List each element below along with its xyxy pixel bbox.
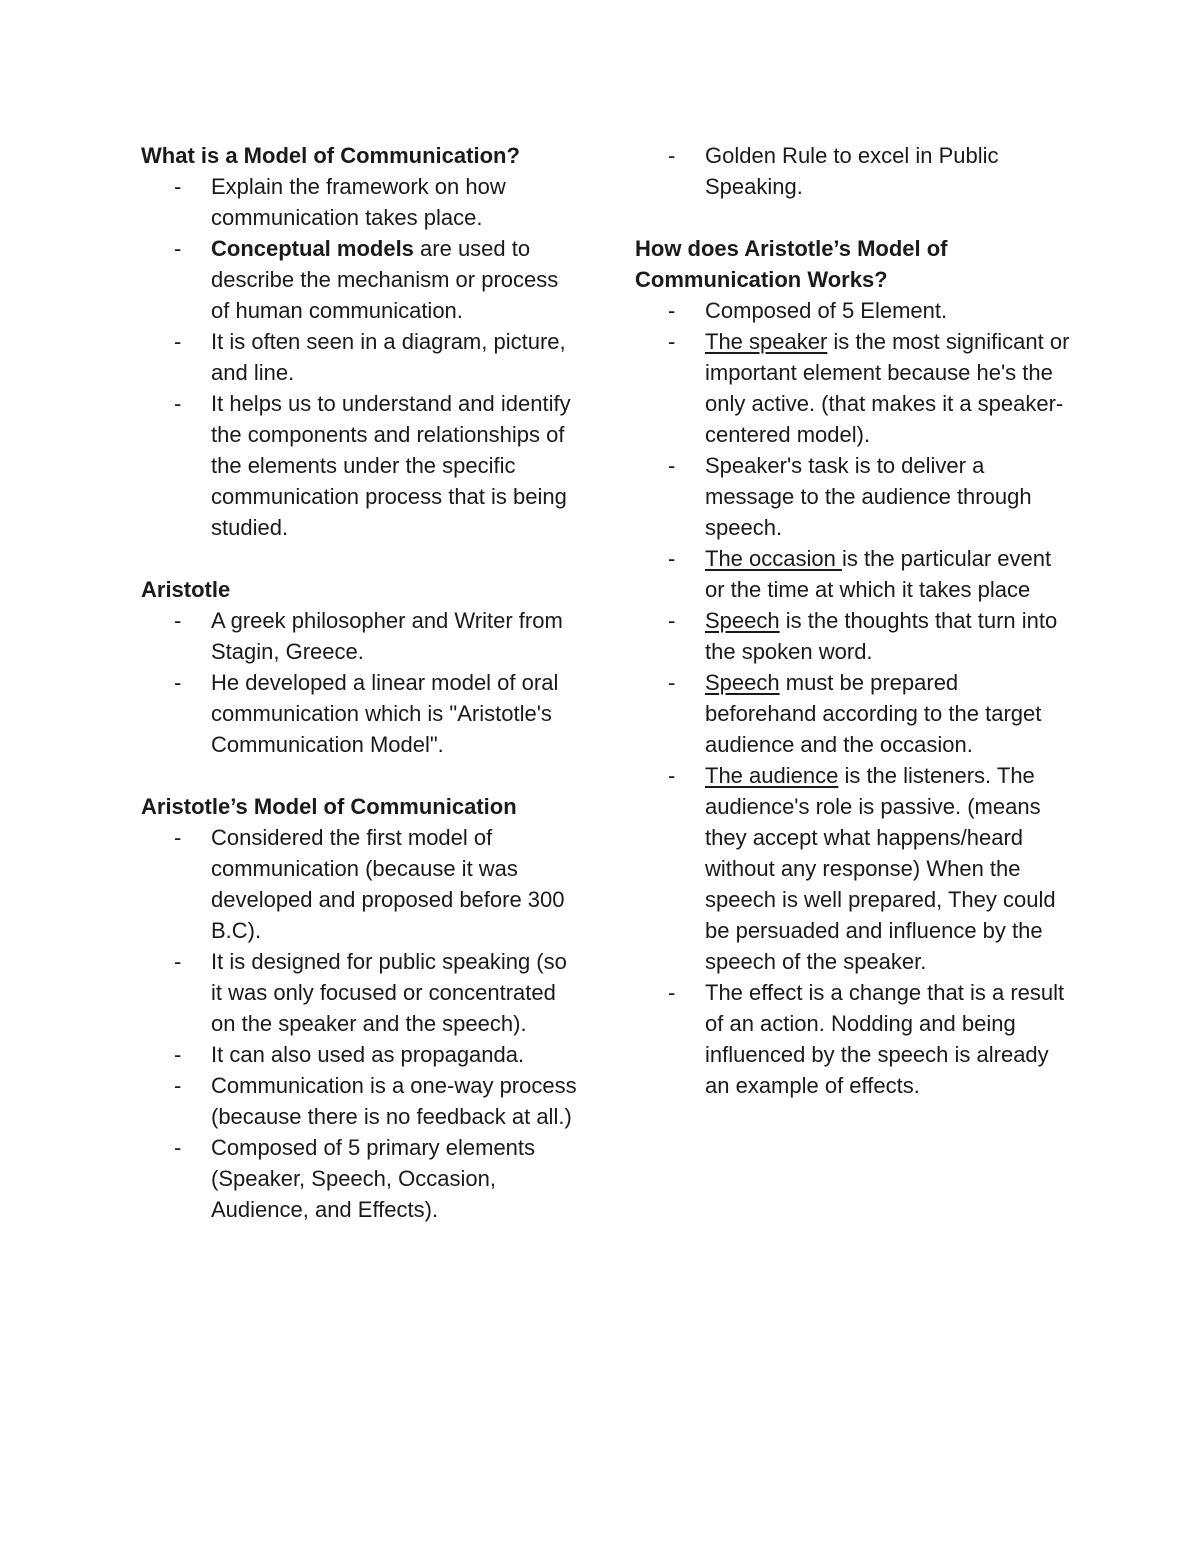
list-item-text: is the listeners. The audience's role is passive. (means they accept what happens/heard without any response) When the speech is well prepared, They could be persuaded and influence by the speech of the speaker. (705, 763, 1056, 974)
list-item-text: Speaker's task is to deliver a message to the audience through speech. (705, 453, 1032, 540)
bullet-dash: - (668, 298, 676, 323)
list-item-text: It helps us to understand and identify the components and relationships of the elements under the specific communication process that is being studied. (211, 391, 571, 540)
bullet-dash: - (668, 143, 676, 168)
list-item-text: is the particular event or the time at which it takes place (705, 546, 1052, 602)
bullet-dash: - (174, 1073, 182, 1098)
list-item-text: Explain the framework on how communication takes place. (211, 174, 506, 230)
bullet-dash: - (174, 825, 182, 850)
list-item (635, 760, 1075, 977)
list-item (635, 605, 1075, 667)
list-item-text: Composed of 5 Element. (705, 298, 948, 323)
bullet-list (141, 171, 581, 543)
bullet-dash: - (174, 949, 182, 974)
bullet-dash: - (668, 763, 676, 788)
list-item (141, 388, 581, 543)
list-item (635, 667, 1075, 760)
list-item-text: It is often seen in a diagram, picture, and line. (211, 329, 566, 385)
list-item-text: Communication is a one-way process (because there is no feedback at all.) (211, 1073, 577, 1129)
section-aristotles-model (141, 791, 581, 1225)
underlined-term: The occasion (705, 546, 842, 571)
list-item (635, 450, 1075, 543)
list-item (635, 977, 1075, 1101)
list-item-text: is the most significant or important element because he's the only active. (that makes it a speaker-centered model). (705, 329, 1070, 447)
list-item-text: A greek philosopher and Writer from Stagin, Greece. (211, 608, 563, 664)
bullet-dash: - (668, 546, 676, 571)
bullet-dash: - (174, 391, 182, 416)
section-aristotle (141, 574, 581, 760)
section-how-model-works (635, 233, 1075, 1101)
section-model-of-communication (141, 140, 581, 543)
list-item-text: It can also used as propaganda. (211, 1042, 525, 1067)
list-item (635, 295, 1075, 326)
left-column (141, 140, 581, 1225)
list-item (141, 822, 581, 946)
section-heading: What is a Model of Communication? (141, 143, 520, 168)
bullet-list (141, 605, 581, 760)
bullet-dash: - (668, 453, 676, 478)
bullet-list (141, 822, 581, 1225)
list-item-text: Considered the first model of communication (because it was developed and proposed before 300 B.C). (211, 825, 565, 943)
list-item-text: It is designed for public speaking (so it was only focused or concentrated on the speaker and the speech). (211, 949, 567, 1036)
list-item (141, 171, 581, 233)
section-heading: How does Aristotle’s Model of Communication Works? (635, 236, 948, 292)
bullet-dash: - (174, 1135, 182, 1160)
list-item (141, 946, 581, 1039)
list-item (141, 233, 581, 326)
list-item (141, 326, 581, 388)
list-item-text: He developed a linear model of oral communication which is "Aristotle's Communication Model". (211, 670, 559, 757)
bullet-dash: - (174, 329, 182, 354)
list-item (141, 1132, 581, 1225)
list-item (141, 667, 581, 760)
section-heading: Aristotle’s Model of Communication (141, 794, 517, 819)
bullet-dash: - (174, 608, 182, 633)
section-heading: Aristotle (141, 577, 231, 602)
bullet-dash: - (668, 608, 676, 633)
underlined-term: The speaker (705, 329, 828, 354)
bullet-dash: - (174, 174, 182, 199)
list-item (635, 326, 1075, 450)
list-item-text: are used to describe the mechanism or process of human communication. (211, 236, 559, 323)
paragraph-gap (635, 202, 1075, 233)
bullet-dash: - (668, 980, 676, 1005)
paragraph-gap (141, 760, 581, 791)
bullet-dash: - (668, 329, 676, 354)
list-item-text: Composed of 5 primary elements (Speaker, Speech, Occasion, Audience, and Effects). (211, 1135, 536, 1222)
underlined-term: Speech (705, 608, 780, 633)
paragraph-gap (141, 543, 581, 574)
list-item-text: Golden Rule to excel in Public Speaking. (705, 143, 999, 199)
bullet-dash: - (174, 670, 182, 695)
bold-term: Conceptual models (211, 236, 414, 261)
list-item (635, 140, 1075, 202)
list-item (141, 1039, 581, 1070)
list-item (141, 605, 581, 667)
list-item-text: The effect is a change that is a result of an action. Nodding and being influenced by the speech is already an example of effects. (705, 980, 1065, 1098)
underlined-term: The audience (705, 763, 839, 788)
section-golden-rule (635, 140, 1075, 202)
list-item (141, 1070, 581, 1132)
list-item-text: must be prepared beforehand according to the target audience and the occasion. (705, 670, 1042, 757)
right-column (635, 140, 1075, 1101)
list-item (635, 543, 1075, 605)
bullet-dash: - (174, 236, 182, 261)
bullet-dash: - (668, 670, 676, 695)
bullet-list (635, 295, 1075, 1101)
list-item-text: is the thoughts that turn into the spoken word. (705, 608, 1058, 664)
underlined-term: Speech (705, 670, 780, 695)
bullet-list (635, 140, 1075, 202)
bullet-dash: - (174, 1042, 182, 1067)
